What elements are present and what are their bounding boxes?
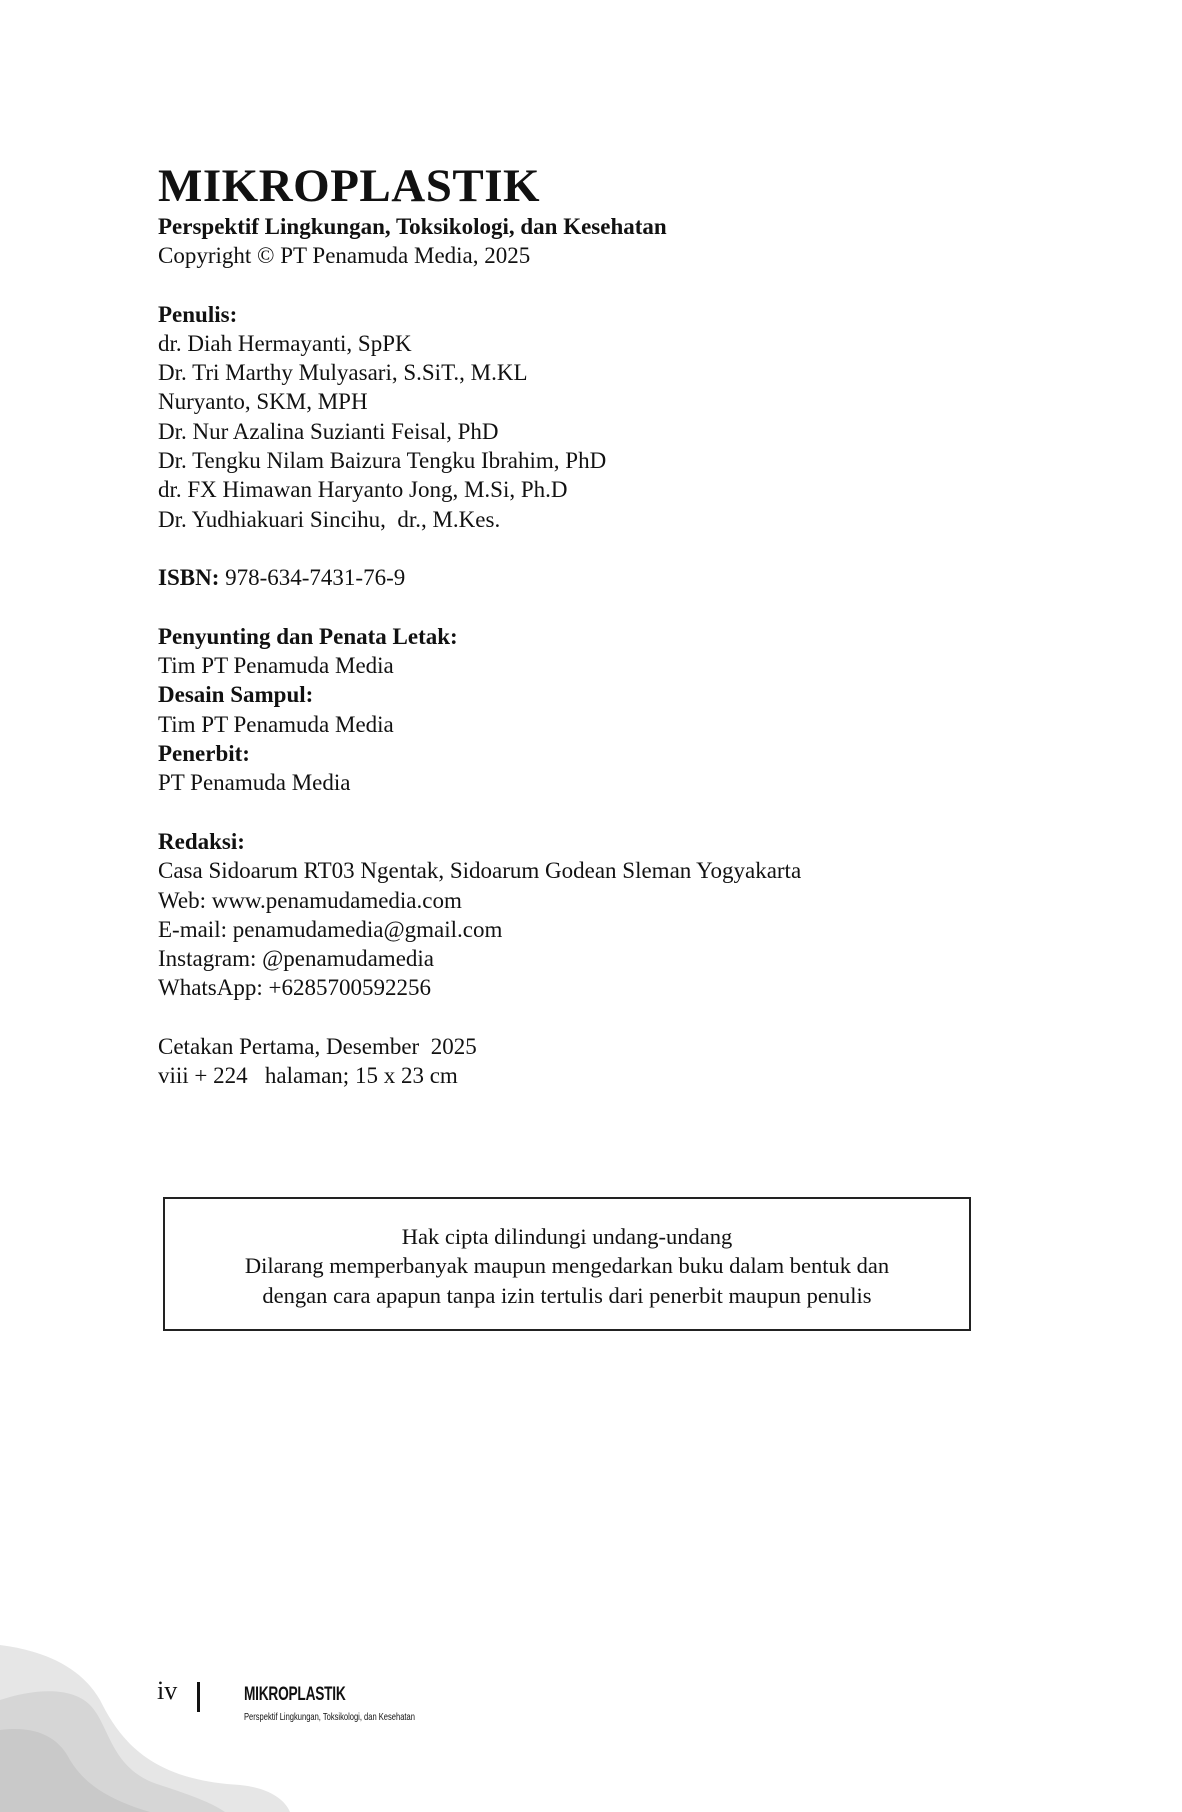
copyright-notice-box <box>163 1197 971 1331</box>
printing-edition: Cetakan Pertama, Desember 2025 <box>158 1034 477 1060</box>
author-name: Dr. Nur Azalina Suzianti Feisal, PhD <box>158 418 499 444</box>
authors-list <box>158 329 1058 534</box>
author-name: dr. FX Himawan Haryanto Jong, M.Si, Ph.D <box>158 477 568 503</box>
notice-line: Hak cipta dilindungi undang-undang <box>401 1224 733 1249</box>
author-name: Dr. Tengku Nilam Baizura Tengku Ibrahim, PhD <box>158 448 607 474</box>
isbn-label: ISBN: <box>158 565 220 591</box>
author-name: Nuryanto, SKM, MPH <box>158 389 368 415</box>
isbn-line <box>158 563 1058 592</box>
page-footer <box>0 1620 1182 1812</box>
cover-design-label: Desain Sampul: <box>158 682 314 708</box>
footer-separator <box>197 1682 200 1712</box>
author-name: Dr. Tri Marthy Mulyasari, S.SiT., M.KL <box>158 360 528 386</box>
publisher-value: PT Penamuda Media <box>158 770 351 796</box>
authors-label: Penulis: <box>158 301 238 327</box>
redaksi-email: E-mail: penamudamedia@gmail.com <box>158 916 503 942</box>
editor-label: Penyunting dan Penata Letak: <box>158 623 458 649</box>
author-name: Dr. Yudhiakuari Sincihu, dr., M.Kes. <box>158 506 501 532</box>
book-title: MIKROPLASTIK <box>158 160 541 212</box>
page-number: iv <box>157 1676 178 1705</box>
redaksi-label: Redaksi: <box>158 828 245 854</box>
redaksi-whatsapp: WhatsApp: +6285700592256 <box>158 975 431 1001</box>
isbn-value: 978-634-7431-76-9 <box>219 565 406 591</box>
redaksi-web: Web: www.penamudamedia.com <box>158 887 462 913</box>
cover-design-value: Tim PT Penamuda Media <box>158 711 394 737</box>
editor-value: Tim PT Penamuda Media <box>158 653 394 679</box>
book-subtitle: Perspektif Lingkungan, Toksikologi, dan Kesehatan <box>158 214 667 239</box>
copyright-page <box>158 160 1058 1091</box>
page-count: viii + 224 halaman; 15 x 23 cm <box>158 1063 458 1089</box>
author-name: dr. Diah Hermayanti, SpPK <box>158 330 412 356</box>
redaksi-instagram: Instagram: @penamudamedia <box>158 946 434 972</box>
footer-book-title: MIKROPLASTIK <box>244 1684 346 1705</box>
footer-book-subtitle: Perspektif Lingkungan, Toksikologi, dan Kesehatan <box>244 1711 415 1723</box>
publisher-label: Penerbit: <box>158 741 250 767</box>
redaksi-address: Casa Sidoarum RT03 Ngentak, Sidoarum Godean Sleman Yogyakarta <box>158 858 802 884</box>
copyright-line: Copyright © PT Penamuda Media, 2025 <box>158 243 531 268</box>
notice-line: dengan cara apapun tanpa izin tertulis dari penerbit maupun penulis <box>262 1282 872 1308</box>
notice-line: Dilarang memperbanyak maupun mengedarkan buku dalam bentuk dan <box>244 1253 890 1279</box>
